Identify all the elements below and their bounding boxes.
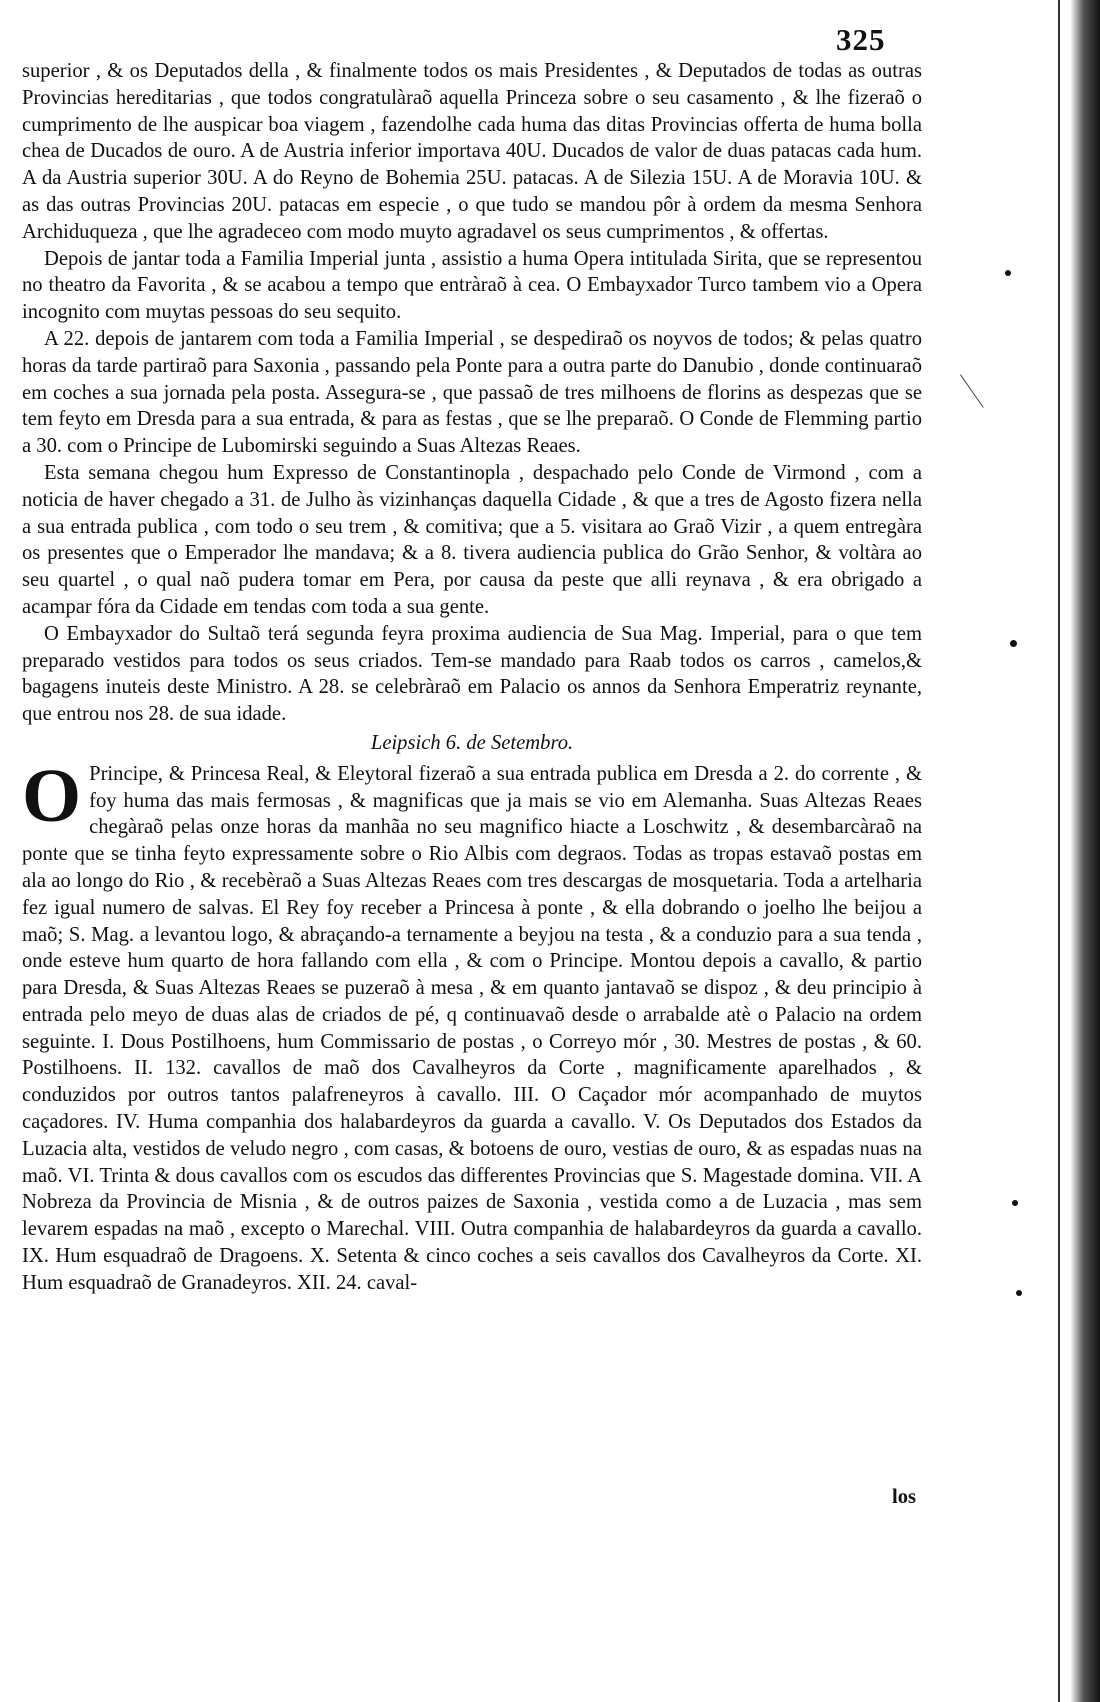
paragraph: Esta semana chegou hum Expresso de Constantinopla , despachado pelo Conde de Virmond , com a noticia de haver chegado a 31. de Julho às vizinhanças daquella Cidade , & que a tres de Agosto fizera nella a sua entrada publica , com todo o seu trem , & comitiva; que a 5. visitara ao Graõ Vizir , a quem entregàra os presentes que o Emperador lhe mandava; & a 8. tivera audiencia publica do Grão Senhor, & voltàra ao seu quartel , o qual naõ pudera tomar em Pera, por causa da peste que alli reynava , & era obrigado a acampar fóra da Cidade em tendas com toda a sua gente. (22, 461, 922, 618)
dateline: Leipsich 6. de Setembro. (370, 731, 574, 754)
paragraph: superior , & os Deputados della , & finalmente todos os mais Presidentes , & Deputados de todas as outras Provincias hereditarias , que todos congratulàraõ aquella Princeza sobre o seu casamento , & lhe fizeraõ o cumprimento de lhe auspicar boa viagem , fazendolhe cada huma das ditas Provincias offerta de huma bolla chea de Ducados de ouro. A de Austria inferior importava 40U. Ducados de valor de duas patacas cada hum. A da Austria superior 30U. A do Reyno de Bohemia 25U. patacas. A de Silezia 15U. A de Moravia 10U. & as das outras Provincias 20U. patacas em especie , o que tudo se mandou pôr à ordem da mesma Senhora Archiduqueza , que lhe agradeceo com modo muyto agradavel os seus cumprimentos , & offertas. (22, 60, 922, 243)
dropcap-paragraph (22, 753, 922, 1297)
dropcap-paragraph-text: Principe, & Princesa Real, & Eleytoral fizeraõ a sua entrada publica em Dresda a 2. do corrente , & foy huma das mais fermosas , & magnificas que ja mais se vio em Alemanha. Suas Altezas Reaes chegàraõ pelas onze horas da manhãa no seu magnifico hiacte a Loschwitz , & desembarcàraõ na ponte que se tinha feyto expressamente sobre o Rio Albis com degraos. Todas as tropas estavaõ postas em ala ao longo do Rio , & recebèraõ a Suas Altezas Reaes com tres descargas de mosquetaria. Toda a artelharia fez igual numero de salvas. El Rey foy receber a Princesa à ponte , & ella dobrando o joelho lhe beijou a maõ; S. Mag. a levantou logo, & abraçando-a ternamente a beyjou na testa , & a conduzio para a sua tenda , onde esteve hum quarto de hora fallando com ella , & com o Principe. Montou depois a cavallo, & partio para Dresda, & Suas Altezas Reaes se puzeraõ à mesa , & em quanto jantavaõ se dispoz , & deu principio à entrada pelo meyo de duas alas de criados de pé, q continuavaõ desde o arrabalde atè o Palacio na ordem seguinte. I. Dous Postilhoens, hum Commissario de postas , o Correyo mór , 30. Mestres de postas , & 60. Postilhoens. II. 132. cavallos de maõ dos Cavalheyros da Corte , magnificamente aparelhados , & conduzidos por outros tantos palafreneyros à cavallo. III. O Caçador mór acompanhado de muytos caçadores. IV. Huma companhia dos halabardeyros da guarda a cavallo. V. Os Deputados dos Estados da Luzacia alta, vestidos de veludo negro , com casas, & botoens de ouro, vestias de ouro, & as espadas nuas na maõ. VI. Trinta & dous cavallos com os escudos das differentes Provincias que S. Magestade domina. VII. A Nobreza da Provincia de Misnia , & de outros paizes de Saxonia , vestida como a de Luzacia , mas sem levarem espadas na maõ , excepto o Marechal. VIII. Outra companhia de halabardeyros da guarda a cavallo. IX. Hum esquadraõ de Dragoens. X. Setenta & cinco coches a seis cavallos dos Cavalheyros da Corte. XI. Hum esquadraõ de Granadeyros. XII. 24. caval- (22, 762, 922, 1294)
ink-speck (1012, 1200, 1018, 1206)
paragraph: Depois de jantar toda a Familia Imperial junta , assistio a huma Opera intitulada Sirita, que se representou no theatro da Favorita , & se acabou a tempo que entràraõ à cea. O Embayxador Turco tambem vio a Opera incognito com muytas pessoas do seu sequito. (22, 247, 922, 324)
drop-cap-letter: O (22, 753, 82, 838)
page-edge-shadow (1070, 0, 1100, 1702)
paragraph: O Embayxador do Sultaõ terá segunda feyra proxima audiencia de Sua Mag. Imperial, para o que tem preparado vestidos para todos os seus criados. Tem-se mandado para Raab todos os carros , camelos,& bagagens inuteis deste Ministro. A 28. se celebràraõ em Palacio os annos da Senhora Emperatriz reynante, que entrou nos 28. de sua idade. (22, 622, 922, 726)
catchword: los (892, 1486, 917, 1508)
page-number: 325 (836, 22, 886, 57)
margin-mark (960, 374, 984, 407)
paragraph: A 22. depois de jantarem com toda a Familia Imperial , se despediraõ os noyvos de todos; & pelas quatro horas da tarde partiraõ para Saxonia , passando pela Ponte para a outra parte do Danubio , donde continuaraõ em coches a sua jornada pela posta. Assegura-se , que passaõ de tres milhoens de florins as despezas que se tem feyto em Dresda para a sua entrada, & para as festas , que se lhe preparaõ. O Conde de Flemming partio a 30. com o Principe de Lubomirski seguindo a Suas Altezas Reaes. (22, 327, 922, 458)
page-edge-line (1058, 0, 1060, 1702)
body-text (22, 58, 922, 1297)
ink-speck (1016, 1290, 1022, 1296)
ink-speck (1005, 270, 1011, 276)
ink-speck (1010, 640, 1017, 647)
